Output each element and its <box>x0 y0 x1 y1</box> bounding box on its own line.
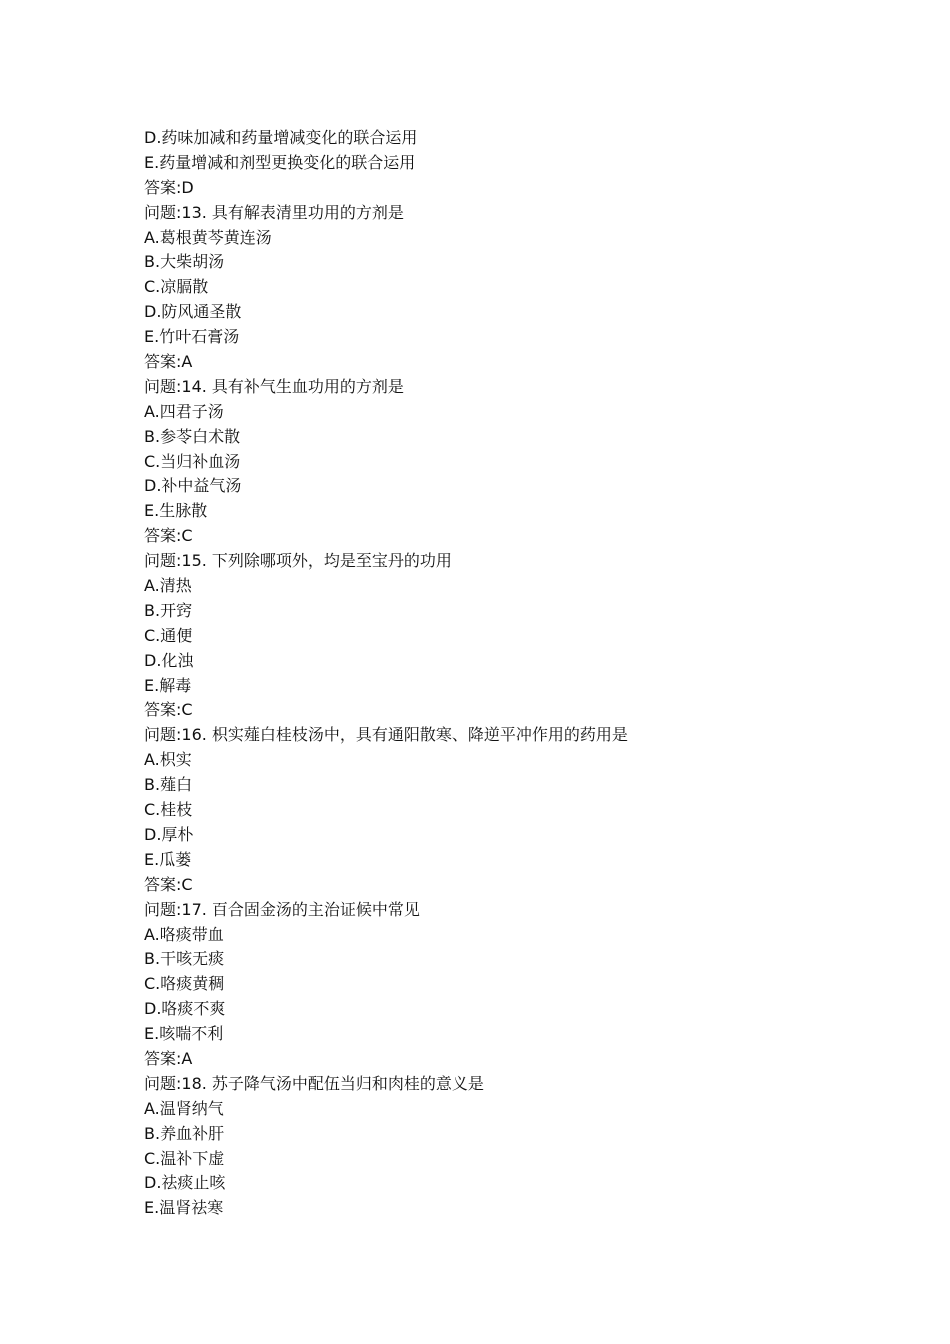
option-line: D.防风通圣散 <box>144 302 242 322</box>
question-line: 问题:14. 具有补气生血功用的方剂是 <box>144 376 404 396</box>
option-line: E.瓜蒌 <box>144 849 192 869</box>
option-line: D.化浊 <box>144 650 194 670</box>
option-line: C.凉膈散 <box>144 277 209 297</box>
option-line: C.桂枝 <box>144 800 193 820</box>
option-line: E.解毒 <box>144 675 192 695</box>
option-line: D.药味加减和药量增减变化的联合运用 <box>144 128 418 147</box>
option-line: B.薤白 <box>144 775 193 795</box>
option-line: A.葛根黄芩黄连汤 <box>144 227 272 247</box>
question-text-block <box>144 126 844 1221</box>
option-line: E.药量增减和剂型更换变化的联合运用 <box>144 152 416 172</box>
option-line: B.大柴胡汤 <box>144 252 225 272</box>
option-line: C.通便 <box>144 625 193 645</box>
option-line: C.当归补血汤 <box>144 451 241 471</box>
option-line: B.参苓白术散 <box>144 426 241 446</box>
option-line: D.咯痰不爽 <box>144 999 226 1019</box>
question-line: 问题:16. 枳实薤白桂枝汤中，具有通阳散寒、降逆平冲作用的药用是 <box>144 725 628 745</box>
answer-line: 答案:C <box>144 874 193 894</box>
option-line: A.四君子汤 <box>144 401 224 421</box>
answer-line: 答案:A <box>144 1048 193 1068</box>
answer-line: 答案:A <box>144 352 193 372</box>
option-line: A.清热 <box>144 576 192 596</box>
option-line: D.厚朴 <box>144 824 194 844</box>
option-line: C.咯痰黄稠 <box>144 974 225 994</box>
question-line: 问题:18. 苏子降气汤中配伍当归和肉桂的意义是 <box>144 1073 484 1093</box>
option-line: B.开窍 <box>144 600 193 620</box>
question-line: 问题:17. 百合固金汤的主治证候中常见 <box>144 899 420 919</box>
option-line: B.干咳无痰 <box>144 949 225 969</box>
option-line: A.咯痰带血 <box>144 924 224 944</box>
option-line: A.枳实 <box>144 750 192 770</box>
answer-line: 答案:C <box>144 526 193 546</box>
question-line: 问题:15. 下列除哪项外，均是至宝丹的功用 <box>144 551 452 571</box>
option-line: E.竹叶石膏汤 <box>144 327 240 347</box>
option-line: E.生脉散 <box>144 501 208 521</box>
option-line: A.温肾纳气 <box>144 1098 224 1118</box>
answer-line: 答案:C <box>144 700 193 720</box>
option-line: C.温补下虚 <box>144 1148 225 1168</box>
option-line: E.温肾祛寒 <box>144 1198 224 1218</box>
option-line: D.祛痰止咳 <box>144 1173 226 1193</box>
question-line: 问题:13. 具有解表清里功用的方剂是 <box>144 202 404 222</box>
option-line: B.养血补肝 <box>144 1123 225 1143</box>
answer-line: 答案:D <box>144 177 194 197</box>
option-line: D.补中益气汤 <box>144 476 242 496</box>
option-line: E.咳喘不利 <box>144 1024 224 1044</box>
